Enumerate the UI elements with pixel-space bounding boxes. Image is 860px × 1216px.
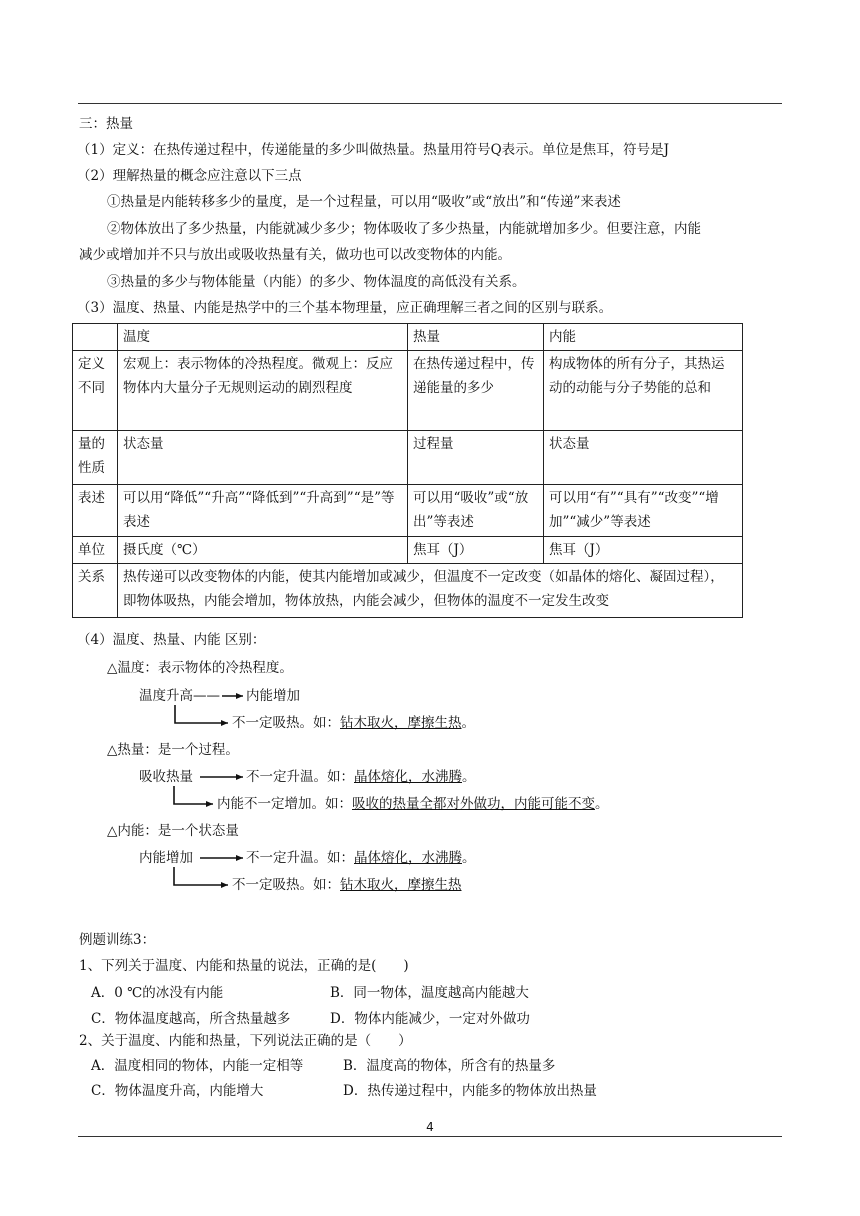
table-cell: 可以用“降低”“升高”“降低到”“升高到”“是”等表述 [118,485,408,537]
table-header-cell: 热量 [408,324,544,351]
branch-suffix: 。 [462,850,476,866]
relation-cell: 热传递可以改变物体的内能，使其内能增加或减少，但温度不一定改变（如晶体的熔化、凝固过程），即物体吸热，内能会增加，物体放热，内能会减少，但物体的温度不一定发生改变 [118,564,743,618]
question-1-option-b: B．同一物体，温度越高内能越大 [330,985,529,1001]
branch-example: 晶体熔化，水沸腾 [354,769,462,785]
branch-suffix: 。 [461,715,475,731]
absorb-heat: 吸收热量 [139,769,193,785]
row-heading: 定义不同 [73,351,118,431]
arrow-heat-branch [174,786,213,804]
branch-prefix: 不一定升温。如： [246,850,354,866]
point-3: ③热量的多少与物体能量（内能）的多少、物体温度的高低没有关系。 [107,274,526,290]
table-cell: 焦耳（J） [408,537,544,564]
question-1-option-c: C．物体温度越高，所含热量越多 [91,1011,291,1027]
table-cell: 宏观上：表示物体的冷热程度。微观上：反应物体内大量分子无规则运动的剧烈程度 [118,351,408,431]
internal-energy-title: △内能：是一个状态量 [107,823,239,839]
table-cell: 可以用“有”“具有”“改变”“增加”“减少”等表述 [544,485,743,537]
table-cell: 过程量 [408,431,544,485]
question-2-stem: 2、关于温度、内能和热量，下列说法正确的是（ ） [79,1033,412,1049]
branch-suffix: 。 [462,769,476,785]
point-1: ①热量是内能转移多少的量度，是一个过程量，可以用“吸收”或“放出”和“传递”来表述 [107,194,621,210]
table-header-cell: 内能 [544,324,743,351]
table-cell: 可以用“吸收”或“放出”等表述 [408,485,544,537]
table-header-cell: 温度 [118,324,408,351]
temperature-title: △温度：表示物体的冷热程度。 [107,660,293,676]
branch-example: 钻木取火，摩擦生热 [340,715,462,731]
branch-suffix: 。 [595,796,609,812]
branch-prefix: 不一定吸热。如： [232,877,340,893]
temperature-rise: 温度升高—— [139,688,220,704]
arrow-temp-branch [175,705,228,723]
example-title: 例题训练3： [79,932,156,948]
branch-prefix: 内能不一定增加。如： [217,796,352,812]
internal-energy-increase: 内能增加 [246,688,300,704]
section-title: 三：热量 [79,116,133,132]
arrow-energy-branch [174,867,228,885]
row-heading: 单位 [73,537,118,564]
branch-example: 吸收的热量全都对外做功，内能可能不变 [352,796,595,812]
branch-prefix: 不一定吸热。如： [232,715,340,731]
footer-rule [78,1136,782,1137]
point-2: ②物体放出了多少热量，内能就减少多少；物体吸收了多少热量，内能就增加多少。但要注意，内能 [107,221,701,237]
question-1-option-d: D．物体内能减少，一定对外做功 [330,1011,530,1027]
page-number: 4 [426,1120,434,1134]
table-cell: 状态量 [544,431,743,485]
question-2-option-d: D．热传递过程中，内能多的物体放出热量 [343,1083,597,1099]
table-cell: 摄氏度（℃） [118,537,408,564]
definition-paragraph: （1）定义：在热传递过程中，传递能量的多少叫做热量。热量用符号Q表示。单位是焦耳，符号是J [77,142,670,158]
branch-example: 钻木取火，摩擦生热 [340,877,462,893]
table-cell: 在热传递过程中，传递能量的多少 [408,351,544,431]
row-heading: 关系 [73,564,118,618]
branch-prefix: 不一定升温。如： [246,769,354,785]
question-2-option-c: C．物体温度升高，内能增大 [91,1083,264,1099]
table-cell: 构成物体的所有分子，其热运动的动能与分子势能的总和 [544,351,743,431]
comparison-intro: （3）温度、热量、内能是热学中的三个基本物理量，应正确理解三者之间的区别与联系。 [77,300,613,316]
heat-title: △热量：是一个过程。 [107,742,239,758]
row-heading: 表述 [73,485,118,537]
understanding-heading: （2）理解热量的概念应注意以下三点 [77,168,302,184]
question-1-stem: 1、下列关于温度、内能和热量的说法，正确的是( ) [79,958,409,974]
question-1-option-a: A．0 ℃的冰没有内能 [91,985,224,1001]
point-2-continued: 减少或增加并不只与放出或吸收热量有关，做功也可以改变物体的内能。 [79,247,511,263]
question-2-option-a: A．温度相同的物体，内能一定相等 [91,1058,304,1074]
question-2-option-b: B．温度高的物体，所含有的热量多 [343,1058,556,1074]
internal-energy-rise: 内能增加 [139,850,193,866]
table-cell: 状态量 [118,431,408,485]
table-cell: 焦耳（J） [544,537,743,564]
difference-heading: （4）温度、热量、内能 区别： [77,632,266,648]
branch-example: 晶体熔化，水沸腾 [354,850,462,866]
row-heading: 量的性质 [73,431,118,485]
